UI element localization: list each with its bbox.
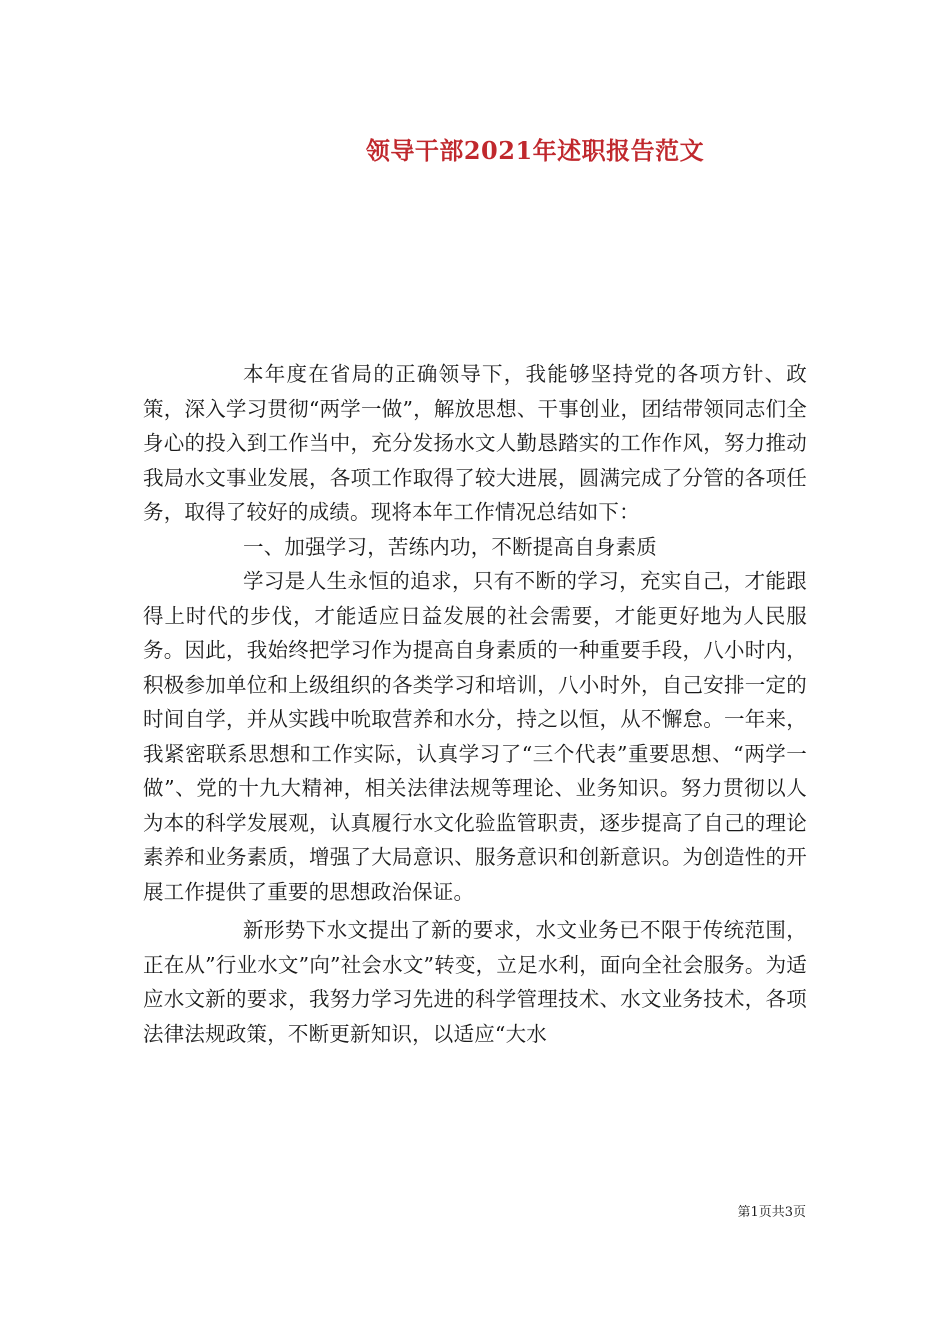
document-title: 领导干部2021年述职报告范文	[365, 136, 705, 165]
section-heading-1: 一、加强学习，苦练内功，不断提高自身素质	[243, 534, 657, 559]
document-body	[143, 357, 807, 1051]
paragraph-study: 学习是人生永恒的追求，只有不断的学习，充实自己，才能跟得上时代的步伐，才能适应日益发展的社会需要，才能更好地为人民服务。因此，我始终把学习作为提高自身素质的一种重要手段，八小时内，积极参加单位和上级组织的各类学习和培训，八小时外，自己安排一定的时间自学，并从实践中吮取营养和水分，持之以恒，从不懈怠。一年来，我紧密联系思想和工作实际，认真学习了“三个代表”重要思想、“两学一做”、党的十九大精神，相关法律法规等理论、业务知识。努力贯彻以人为本的科学发展观，认真履行水文化验监管职责，逐步提高了自己的理论素养和业务素质，增强了大局意识、服务意识和创新意识。为创造性的开展工作提供了重要的思想政治保证。	[143, 569, 807, 904]
paragraph-intro: 本年度在省局的正确领导下，我能够坚持党的各项方针、政策，深入学习贯彻“两学一做”，解放思想、干事创业，团结带领同志们全身心的投入到工作当中，充分发扬水文人勤恳踏实的工作作风，努力推动我局水文事业发展，各项工作取得了较大进展，圆满完成了分管的各项任务，取得了较好的成绩。现将本年工作情况总结如下：	[143, 362, 807, 524]
paragraph-new-situation: 新形势下水文提出了新的要求，水文业务已不限于传统范围，正在从”行业水文”向”社会水文”转变，立足水利，面向全社会服务。为适应水文新的要求，我努力学习先进的科学管理技术、水文业务技术，各项法律法规政策，不断更新知识，以适应“大水	[143, 918, 807, 1046]
page-number-footer: 第1页共3页	[737, 1205, 806, 1220]
